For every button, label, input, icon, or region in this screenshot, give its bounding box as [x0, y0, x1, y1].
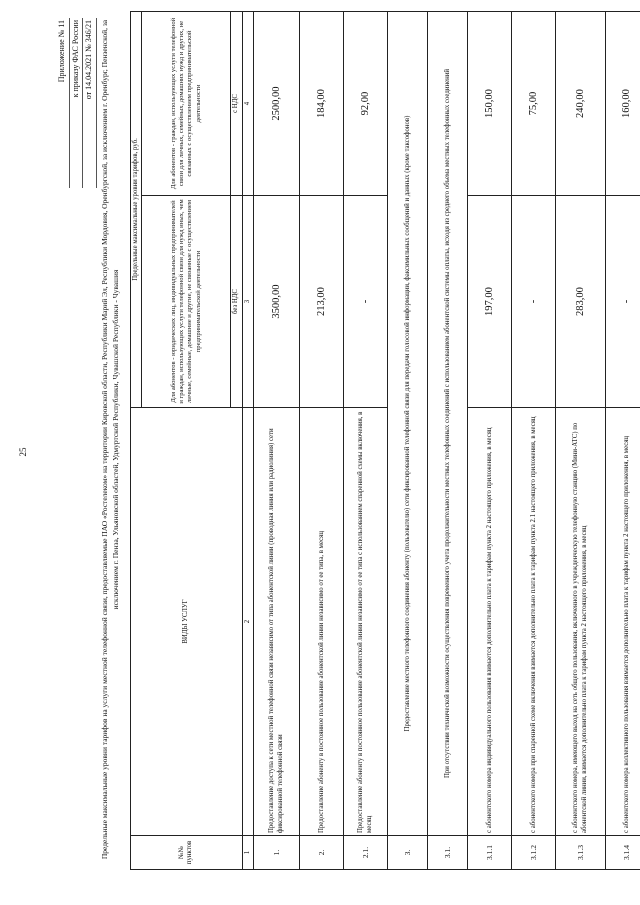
service-description: Предоставление абоненту в постоянное пользование абонентской линии независимо от ее типа, в месяц: [300, 408, 344, 836]
appendix-number: Приложение № 11: [56, 18, 70, 188]
table-row: [300, 12, 344, 870]
price-citizens: 240,00: [556, 12, 606, 196]
price-legal: -: [344, 196, 388, 408]
price-legal: -: [512, 196, 556, 408]
section-row: [388, 12, 428, 870]
row-number: 3.1.3: [556, 836, 606, 870]
table-row: [468, 12, 512, 870]
header-service-types: ВИДЫ УСЛУГ: [131, 408, 243, 836]
row-number: 3.1.2: [512, 836, 556, 870]
row-number: 3.1.4: [606, 836, 640, 870]
table-row: [556, 12, 606, 870]
table-row: [512, 12, 556, 870]
row-number: 2.: [300, 836, 344, 870]
section-description: Предоставление местного телефонного соединения абоненту (пользователю) сети фиксированной телефонной связи для передачи голосовой информации, факсимильных сообщений и данных (кроме таксофонов): [388, 12, 428, 836]
service-description: с абонентского номера индивидуального пользования взимается дополнительно плата к тарифам пункта 2 настоящего приложения, в месяц: [468, 408, 512, 836]
price-citizens: 2500,00: [254, 12, 300, 196]
appendix-order: к приказу ФАС России: [70, 18, 84, 188]
column-index: 2: [242, 408, 253, 836]
row-number: 2.1.: [344, 836, 388, 870]
appendix-date: от 14.04.2021 № 346/21: [83, 18, 97, 188]
document-title: Предельные максимальные уровни тарифов на услуги местной телефонной связи, предоставляемые ПАО «Ростелеком» на территории Кировской области, Республики Марий Эл, Республики Мордовия, Оренбургской, за исключением г. Оренбург, Пензенской, за исключением г. Пенза, Ульяновской областей, Удмуртской Республики, Чувашской Республики - Чувашия: [100, 19, 120, 860]
table-row: [344, 12, 388, 870]
price-citizens: 75,00: [512, 12, 556, 196]
header-max-levels: Предельные максимальные уровни тарифов, руб.: [131, 12, 142, 408]
tariff-table: [130, 11, 640, 870]
header-legal-entities: Для абонентов - юридических лиц, индивидуальных предпринимателей и граждан, использующих услуги телефонной связи для нужд иных, чем личные, семейные, домашние и другие, не связанные с осуществлением предпринимательской деятельности: [142, 196, 231, 408]
row-number: 3.1.: [428, 836, 468, 870]
row-number: 3.: [388, 836, 428, 870]
price-citizens: 150,00: [468, 12, 512, 196]
column-index: 1: [242, 836, 253, 870]
header-vat-excluded: без НДС: [231, 196, 242, 408]
price-legal: -: [606, 196, 640, 408]
header-item-number: №№ пунктов: [131, 836, 243, 870]
section-row: [428, 12, 468, 870]
price-legal: 197,00: [468, 196, 512, 408]
price-legal: 3500,00: [254, 196, 300, 408]
price-citizens: 160,00: [606, 12, 640, 196]
service-description: с абонентского номера коллективного пользования взимается дополнительно плата к тарифам пункта 2 настоящего приложения, в месяц: [606, 408, 640, 836]
page-number: 25: [18, 447, 28, 457]
price-citizens: 184,00: [300, 12, 344, 196]
service-description: Предоставление абоненту в постоянное пользование абонентской линии независимо от ее типа с использованием спаренной схемы включения, в месяц: [344, 408, 388, 836]
rotated-document-sheet: [50, 10, 632, 880]
column-index: 4: [242, 12, 253, 196]
table-header-row: [131, 12, 142, 870]
section-description: При отсутствии технической возможности осуществления повременного учета продолжительности местных телефонных соединений с использованием абонентской системы оплаты, исходя из среднего объема местных телефонных соединений: [428, 12, 468, 836]
header-vat-included: с НДС: [231, 12, 242, 196]
price-legal: 283,00: [556, 196, 606, 408]
price-legal: 213,00: [300, 196, 344, 408]
column-index-row: [242, 12, 253, 870]
service-description: с абонентского номера, имеющего выход на сеть общего пользования, включенного в учрежденческую телефонную станцию (Мини-АТС) по абонентской линии, взимается дополнительно плата к тарифам пункта 2 настоящего приложения, в месяц: [556, 408, 606, 836]
column-index: 3: [242, 196, 253, 408]
service-description: Предоставление доступа к сети местной телефонной связи независимо от типа абонентской линии (проводная линия или радиолиния) сети фиксированной телефонной связи: [254, 408, 300, 836]
header-citizens: Для абонентов - граждан, использующих услуги телефонной связи для личных, семейных, домашних нужд и других, не связанных с осуществлением предпринимательской деятельности: [142, 12, 231, 196]
table-row: [254, 12, 300, 870]
row-number: 1.: [254, 836, 300, 870]
price-citizens: 92,00: [344, 12, 388, 196]
table-row: [606, 12, 640, 870]
service-description: с абонентского номера при спаренной схеме включения взимается дополнительно плата к тарифам пункта 2.1 настоящего приложения, в месяц: [512, 408, 556, 836]
appendix-reference: [56, 18, 97, 188]
row-number: 3.1.1: [468, 836, 512, 870]
